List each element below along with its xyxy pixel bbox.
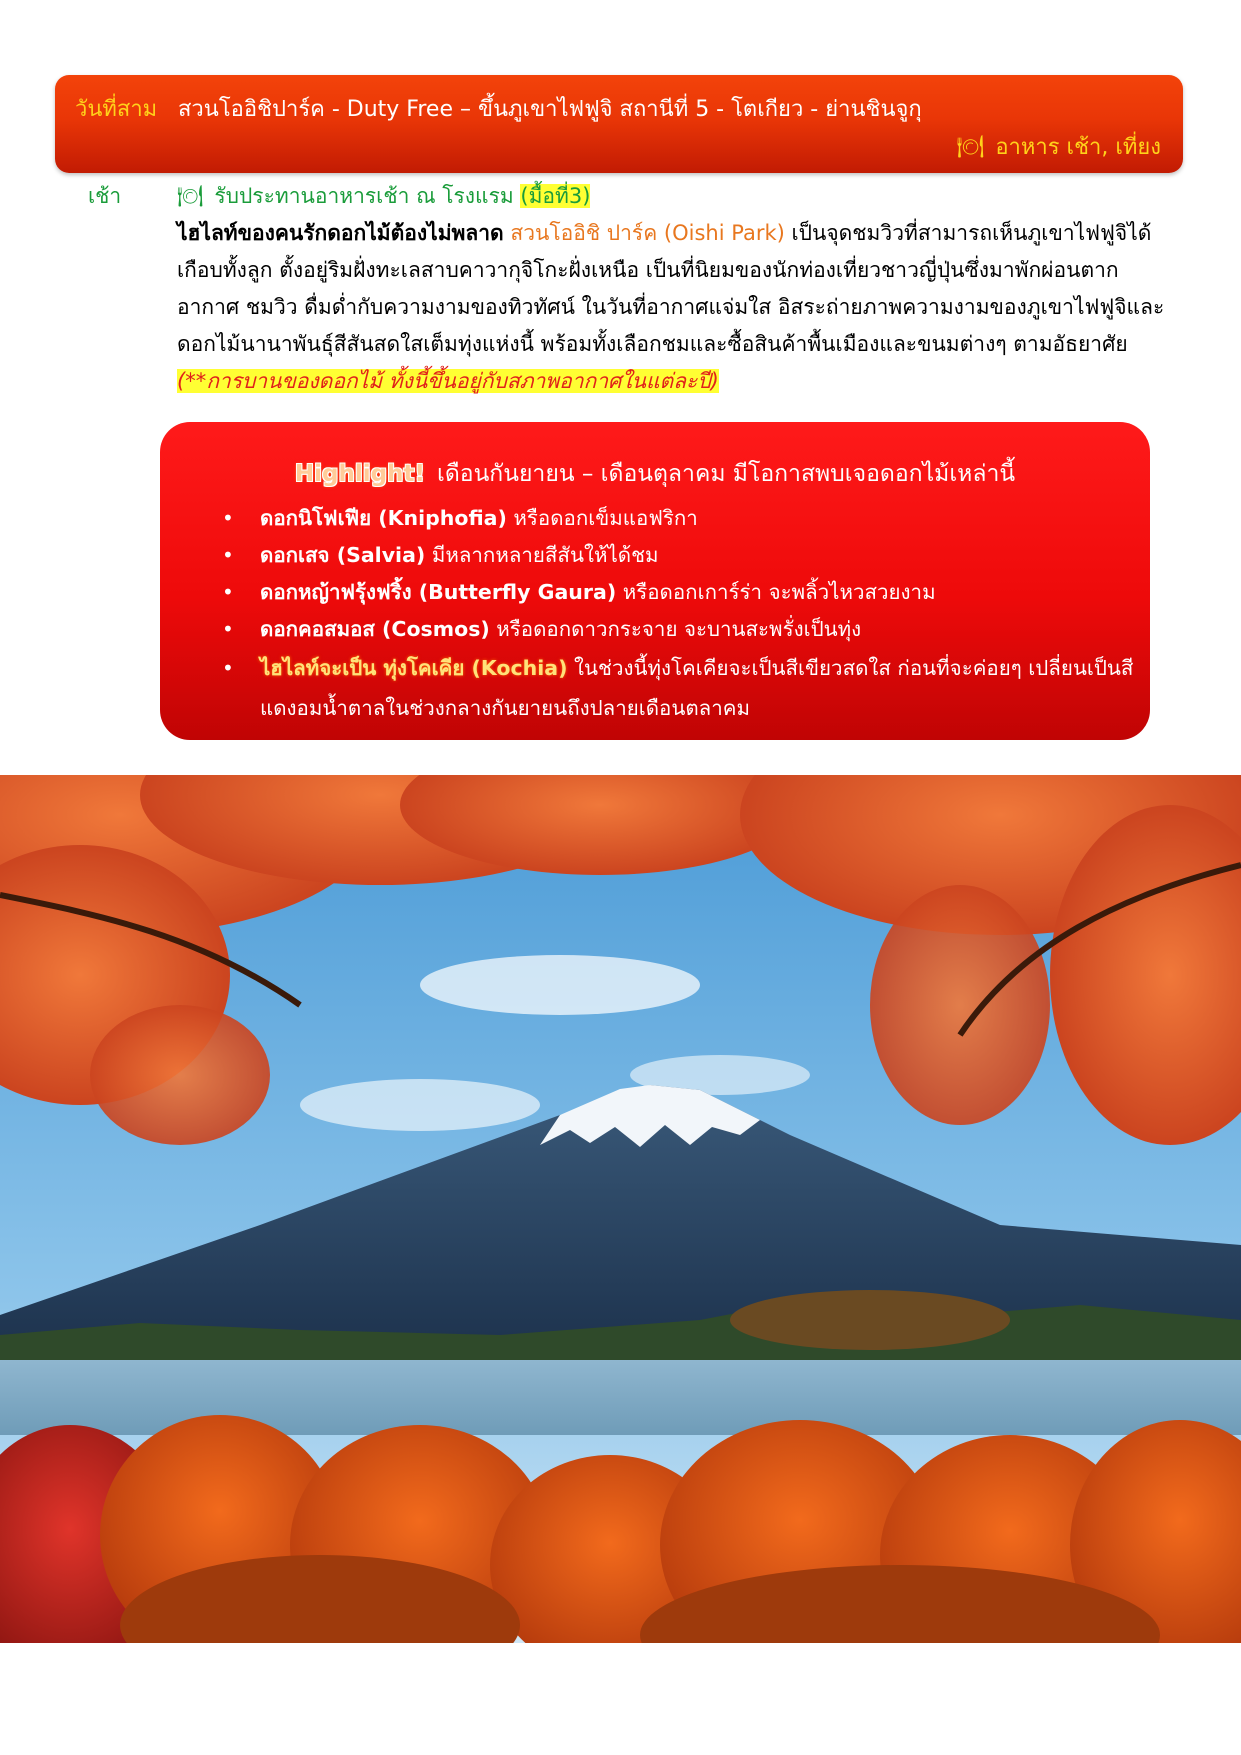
meal-icon: 🍽 (177, 184, 204, 208)
highlight-label: Highlight! (294, 461, 425, 487)
highlight-title (160, 456, 1150, 492)
flower-text: หรือดอกเการ์ร่า จะพลิ้วไหวสวยงาม (616, 580, 936, 604)
flower-name: ดอกหญ้าฟรุ้งฟริ้ง (Butterfly Gaura) (260, 580, 617, 604)
weather-note: (**การบานของดอกไม้ ทั้งนี้ขึ้นอยู่กับสภาพอากาศในแต่ละปี) (177, 369, 719, 393)
meal-icon: 🍽 (956, 135, 985, 160)
flower-text: ในช่วงนี้ทุ่งโคเคียจะเป็นสีเขียวสดใส ก่อนที่จะค่อยๆ เปลี่ยนเป็นสีแดงอมน้ำตาลในช่วงกลางกันยายนถึงปลายเดือนตลาคม (260, 656, 1134, 720)
time-label: เช้า (88, 184, 122, 208)
list-item (222, 611, 1140, 648)
day-label: วันที่สาม (75, 97, 158, 122)
list-item (222, 648, 1140, 728)
flower-name: ดอกคอสมอส (Cosmos) (260, 617, 490, 641)
list-item (222, 537, 1140, 574)
list-item (222, 500, 1140, 537)
breakfast-line (177, 178, 1177, 215)
bullet: • (222, 617, 234, 641)
day-banner (55, 75, 1183, 173)
bullet: • (222, 580, 234, 604)
day-title: สวนโออิชิปาร์ค - Duty Free – ขึ้นภูเขาไฟฟูจิ สถานีที่ 5 - โตเกียว - ย่านชินจูกุ (178, 97, 922, 122)
flower-name: ดอกนิโฟเฟีย (Kniphofia) (260, 506, 507, 530)
day-meals (956, 129, 1161, 164)
meal-number: (มื้อที่3) (520, 184, 591, 208)
list-item (222, 574, 1140, 611)
park-description (177, 215, 1177, 363)
highlight-title-text: เดือนกันยายน – เดือนตุลาคม มีโอกาสพบเจอดอกไม้เหล่านี้ (436, 461, 1016, 487)
flower-text: หรือดอกเข็มแอฟริกา (506, 506, 698, 530)
flower-list (222, 500, 1140, 728)
highlight-box (160, 422, 1150, 740)
meals-text: อาหาร เช้า, เที่ยง (995, 135, 1161, 160)
park-name: สวนโออิชิ ปาร์ค (Oishi Park) (510, 221, 785, 245)
description-text: เป็นจุดชมวิวที่สามารถเห็นภูเขาไฟฟูจิได้เกือบทั้งลูก ตั้งอยู่ริมฝั่งทะเลสาบคาวากุจิโกะฝั่งเหนือ เป็นที่นิยมของนักท่องเที่ยวชาวญี่ปุ่นซึ่งมาพักผ่อนตากอากาศ ชมวิว ดื่มด่ำกับความงามของทิวทัศน์ ในวันที่อากาศแจ่มใส อิสระถ่ายภาพความงามของภูเขาไฟฟูจิและดอกไม้นานาพันธุ์สีสันสดใสเต็มทุ่งแห่งนี้ พร้อมทั้งเลือกชมและซื้อสินค้าพื้นเมืองและขนมต่างๆ ตามอัธยาศัย (177, 221, 1165, 356)
intro-bold: ไฮไลท์ของคนรักดอกไม้ต้องไม่พลาด (177, 221, 504, 245)
flower-name: ดอกเสจ (Salvia) (260, 543, 426, 567)
schedule-content (177, 178, 1177, 400)
flower-text: มีหลากหลายสีสันให้ได้ชม (425, 543, 659, 567)
fuji-landscape-image (0, 775, 1241, 1643)
bullet: • (222, 506, 234, 530)
flower-text: หรือดอกดาวกระจาย จะบานสะพรั่งเป็นทุ่ง (489, 617, 862, 641)
fuji-kochia-photo (0, 775, 1241, 1643)
bullet: • (222, 656, 234, 680)
bullet: • (222, 543, 234, 567)
flower-name: ไฮไลท์จะเป็น ทุ่งโคเคีย (Kochia) (260, 656, 568, 680)
breakfast-text: รับประทานอาหารเช้า ณ โรงแรม (214, 184, 514, 208)
